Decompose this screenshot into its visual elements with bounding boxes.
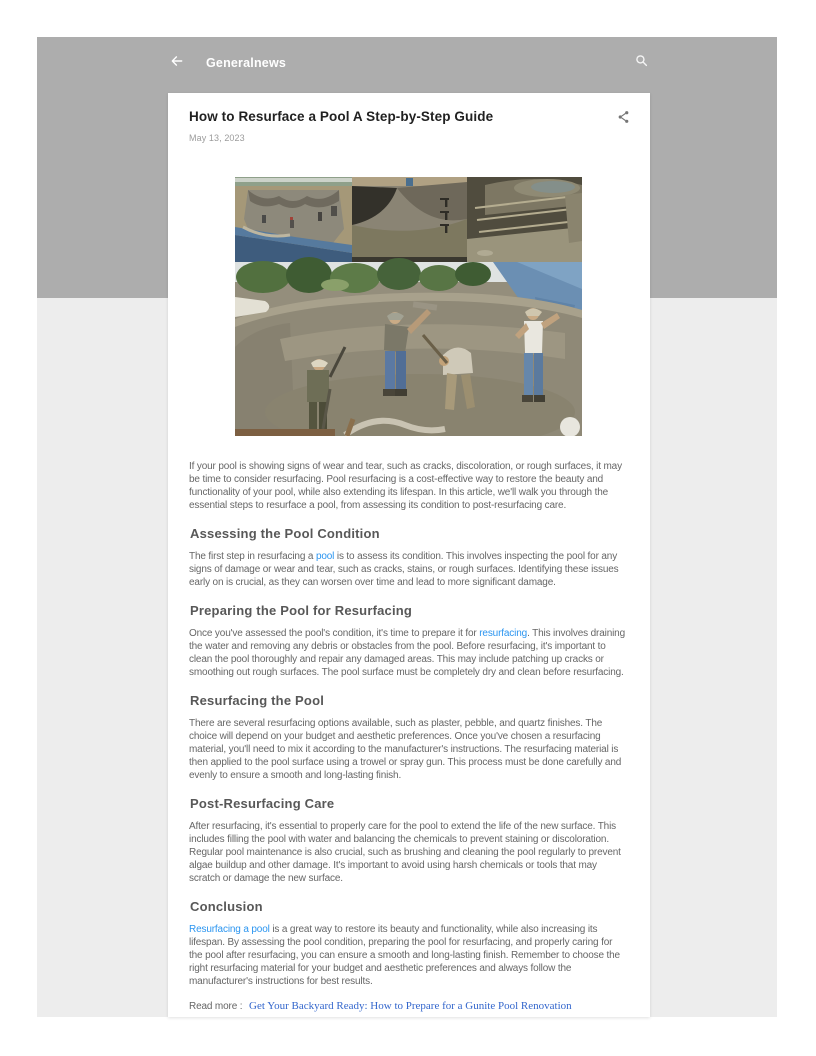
section-heading-resurfacing: Resurfacing the Pool [190, 693, 325, 708]
intro-paragraph: If your pool is showing signs of wear and tear, such as cracks, discoloration, or rough surfaces, it may be time to consider resurfacing. Pool resurfacing is a cost-effective way to restore the beauty and functionality of your pool, while also extending its lifespan. In this article, we'll walk you through the essential steps to resurface a pool, from assessing its condition to post-resurfacing care. [189, 461, 622, 511]
paragraph-text: is a great way to restore its beauty and functionality, while also increasing its lifespan. By assessing the pool condition, preparing the pool for resurfacing, and properly caring for the pool after resurfacing, you can ensure a smooth and long-lasting finish. Remember to choose the right resurfacing material for your budget and aesthetic preferences and always follow the manufacturer's instructions for best results. [189, 924, 620, 987]
collage-photo-gunite [352, 177, 467, 262]
post-header [189, 109, 628, 125]
post-date: May 13, 2023 [189, 133, 245, 143]
arrow-left-icon [170, 54, 184, 73]
collage-photo-excavation [235, 177, 352, 262]
section-heading-assessing: Assessing the Pool Condition [190, 526, 380, 541]
inline-link-pool[interactable]: pool [315, 551, 335, 562]
page-background [37, 37, 777, 1017]
paragraph-text: The first step in resurfacing a [189, 551, 316, 562]
section-paragraph [189, 923, 628, 988]
post-image-collage[interactable] [235, 177, 582, 436]
post-body [189, 460, 628, 1017]
inline-link-resurfacing[interactable]: resurfacing [479, 628, 528, 639]
section-paragraph: After resurfacing, it's essential to properly care for the pool to extend the life of the new surface. This includes filling the pool with water and balancing the chemicals to prevent staining or discoloration. Regular pool maintenance is also crucial, such as brushing and cleaning the pool regularly to prevent algae buildup and other damage. It's important to avoid using harsh chemicals or tools that may scratch or damage the new surface. [189, 821, 621, 884]
read-more-link[interactable]: Get Your Backyard Ready: How to Prepare for a Gunite Pool Renovation [249, 1000, 572, 1012]
paragraph-text: is to assess its condition. This involves inspecting the pool for any signs of damage or wear and tear, such as cracks, stains, or rough surfaces. Identifying these issues early on is crucial, as they can worsen over time and lead to more significant damage. [189, 551, 619, 588]
search-icon [635, 54, 648, 72]
inline-link-resurfacing-a-pool[interactable]: Resurfacing a pool [189, 924, 270, 935]
paragraph-text: . This involves draining the water and removing any debris or obstacles from the pool. Before resurfacing, it's important to clean the pool thoroughly and repair any damaged areas. This may include patching up cracks or smoothing out rough surfaces. The pool surface must be completely dry and clean before resurfacing. [189, 628, 625, 678]
collage-photo-plastering [235, 257, 582, 436]
post-title: How to Resurface a Pool A Step-by-Step Guide [189, 109, 494, 124]
section-paragraph [189, 627, 628, 679]
share-icon [617, 111, 630, 128]
section-paragraph [189, 550, 628, 589]
search-button[interactable] [632, 54, 650, 72]
section-heading-conclusion: Conclusion [190, 899, 263, 914]
app-bar [168, 37, 650, 89]
section-paragraph: There are several resurfacing options available, such as plaster, pebble, and quartz finishes. The choice will depend on your budget and aesthetic preferences. Once you've chosen a resurfacing material, you'll need to mix it according to the manufacturer's instructions. The resurfacing material is then applied to the pool surface using a trowel or spray gun. This process must be done carefully and evenly to ensure a smooth and long-lasting finish. [189, 718, 622, 781]
collage-photo-steps [467, 177, 582, 262]
blog-title[interactable]: Generalnews [206, 56, 287, 70]
back-button[interactable] [168, 54, 186, 72]
read-more-row [189, 1000, 628, 1013]
share-button-top[interactable] [617, 110, 630, 129]
read-more-label: Read more : [189, 1001, 243, 1012]
post-card [168, 93, 650, 1017]
paragraph-text: Once you've assessed the pool's condition, it's time to prepare it for [189, 628, 480, 639]
section-heading-preparing: Preparing the Pool for Resurfacing [190, 603, 413, 618]
section-heading-care: Post-Resurfacing Care [190, 796, 335, 811]
